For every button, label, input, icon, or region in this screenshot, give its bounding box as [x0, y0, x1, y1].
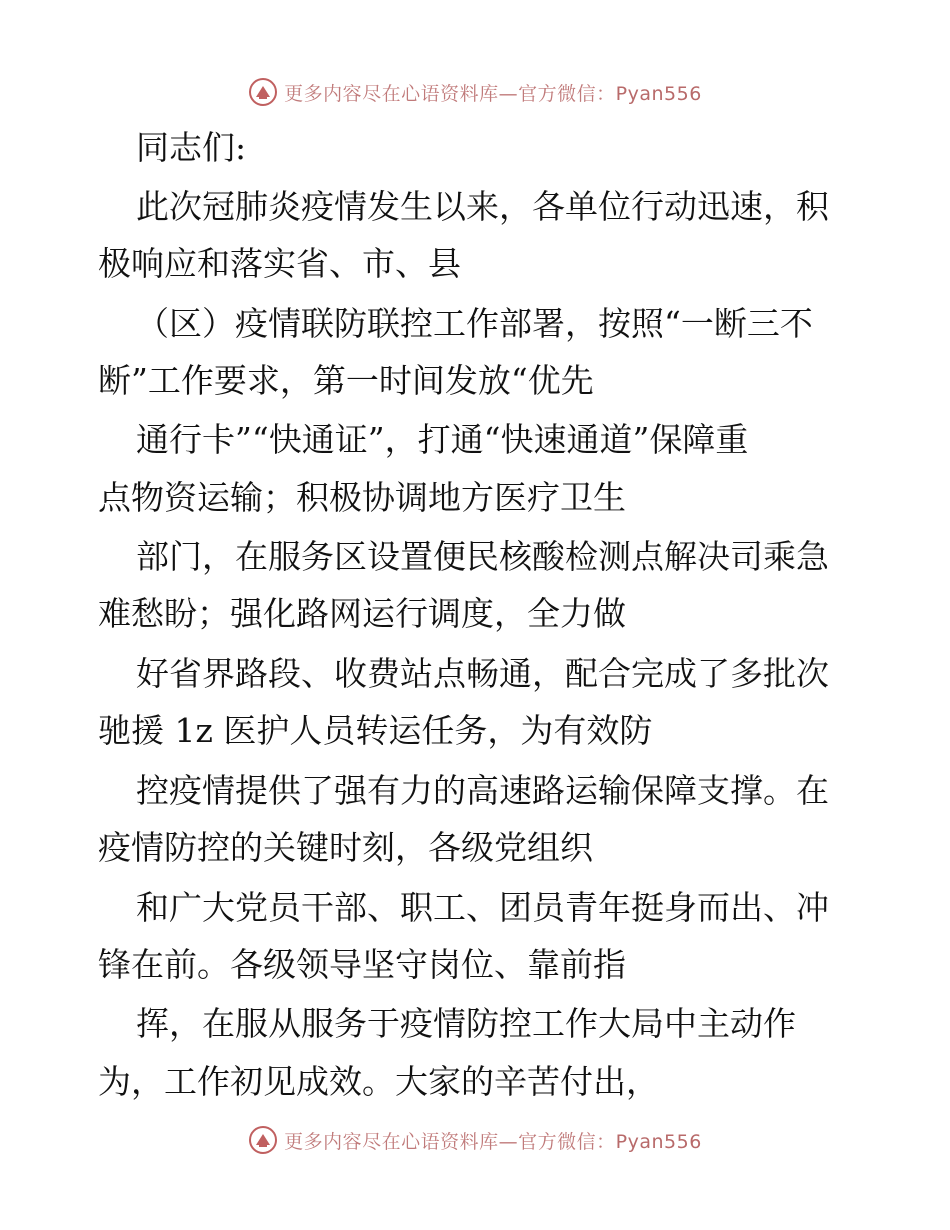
text-line-5: 断”工作要求，第一时间发放“优先 [98, 361, 594, 400]
text-line-3: 极响应和落实省、市、县 [98, 244, 461, 283]
watermark-label [284, 1127, 702, 1154]
text-line-8: 部门，在服务区设置便民核酸检测点解决司乘急 [136, 537, 829, 576]
text-line-11: 驰援 1z 医护人员转运任务，为有效防 [98, 711, 653, 750]
text-line-15: 锋在前。各级领导坚守岗位、靠前指 [98, 945, 626, 984]
text-line-12: 控疫情提供了强有力的高速路运输保障支撑。在 [136, 771, 829, 810]
footer-watermark [0, 1120, 950, 1160]
text-line-7: 点物资运输；积极协调地方医疗卫生 [98, 478, 626, 517]
text-line-10: 好省界路段、收费站点畅通，配合完成了多批次 [136, 654, 829, 693]
text-line-6: 通行卡”“快通证”，打通“快速通道”保障重 [136, 420, 749, 459]
text-line-4: （区）疫情联防联控工作部署，按照“一断三不 [136, 304, 813, 343]
watermark-text: 更多内容尽在心语资料库—官方微信： [284, 1130, 616, 1153]
text-line-1: 同志们: [136, 128, 247, 167]
book-logo-icon [248, 1125, 278, 1155]
text-line-9: 难愁盼；强化路网运行调度，全力做 [98, 594, 626, 633]
text-line-17: 为，工作初见成效。大家的辛苦付出， [98, 1062, 659, 1101]
text-line-2: 此次冠肺炎疫情发生以来，各单位行动迅速，积 [136, 187, 829, 226]
watermark-text: 更多内容尽在心语资料库—官方微信： [284, 82, 616, 105]
text-line-14: 和广大党员干部、职工、团员青年挺身而出、冲 [136, 888, 829, 927]
watermark-id: Pyan556 [615, 1130, 702, 1153]
watermark-id: Pyan556 [615, 82, 702, 105]
text-line-16: 挥，在服从服务于疫情防控工作大局中主动作 [136, 1004, 796, 1043]
text-line-13: 疫情防控的关键时刻，各级党组织 [98, 828, 593, 867]
